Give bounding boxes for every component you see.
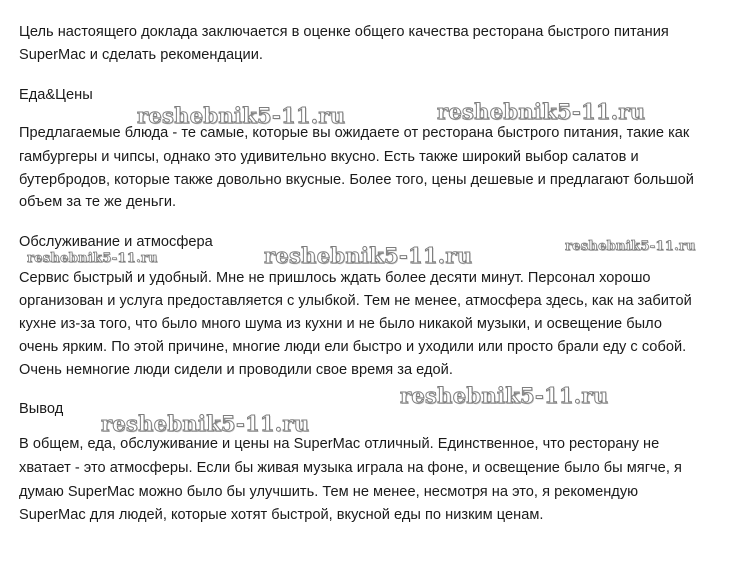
- paragraph-line: объем за те же деньги.: [19, 194, 177, 210]
- paragraph-line: кухне из-за того, что было много шума из кухни и не было никакой музыки, и освещение было: [19, 316, 662, 332]
- watermark: reshebnik5-11.ru: [137, 103, 346, 128]
- section-heading-food-prices: Еда&Цены: [19, 87, 93, 103]
- paragraph-line: организован и услуга предоставляется с улыбкой. Тем не менее, атмосфера здесь, как на забитой: [19, 293, 692, 309]
- watermark: reshebnik5-11.ru: [400, 383, 609, 408]
- watermark: reshebnik5-11.ru: [437, 99, 646, 124]
- paragraph-line: Предлагаемые блюда - те самые, которые вы ожидаете от ресторана быстрого питания, такие как: [19, 125, 690, 141]
- section-heading-conclusion: Вывод: [19, 401, 64, 417]
- paragraph-line: бутербродов, которые также довольно вкусные. Более того, цены дешевые и предлагают большой: [19, 172, 694, 188]
- intro-line-2: SuperMac и сделать рекомендации.: [19, 47, 263, 63]
- watermark: reshebnik5-11.ru: [565, 239, 696, 254]
- intro-line-1: Цель настоящего доклада заключается в оценке общего качества ресторана быстрого питания: [19, 24, 669, 40]
- watermark: reshebnik5-11.ru: [264, 243, 473, 268]
- paragraph-line: хватает - это атмосферы. Если бы живая музыка играла на фоне, и освещение было бы мягче, я: [19, 460, 682, 476]
- paragraph-line: Сервис быстрый и удобный. Мне не пришлось ждать более десяти минут. Персонал хорошо: [19, 270, 651, 286]
- paragraph-line: Очень немногие люди сидели и проводили свое время за едой.: [19, 362, 453, 378]
- paragraph-line: В общем, еда, обслуживание и цены на SuperMac отличный. Единственное, что ресторану не: [19, 436, 660, 452]
- paragraph-line: SuperMac для людей, которые хотят быстрой, вкусной еды по низким ценам.: [19, 507, 544, 523]
- paragraph-line: гамбургеры и чипсы, однако это удивительно вкусно. Есть также широкий выбор салатов и: [19, 149, 639, 165]
- watermark: reshebnik5-11.ru: [27, 251, 158, 266]
- section-heading-service-atmosphere: Обслуживание и атмосфера: [19, 234, 213, 250]
- paragraph-line: думаю SuperMac можно было бы улучшить. Тем не менее, несмотря на это, я рекомендую: [19, 484, 639, 500]
- paragraph-line: очень ярким. По этой причине, многие люди ели быстро и уходили или просто брали еду с собой.: [19, 339, 687, 355]
- watermark: reshebnik5-11.ru: [101, 411, 310, 436]
